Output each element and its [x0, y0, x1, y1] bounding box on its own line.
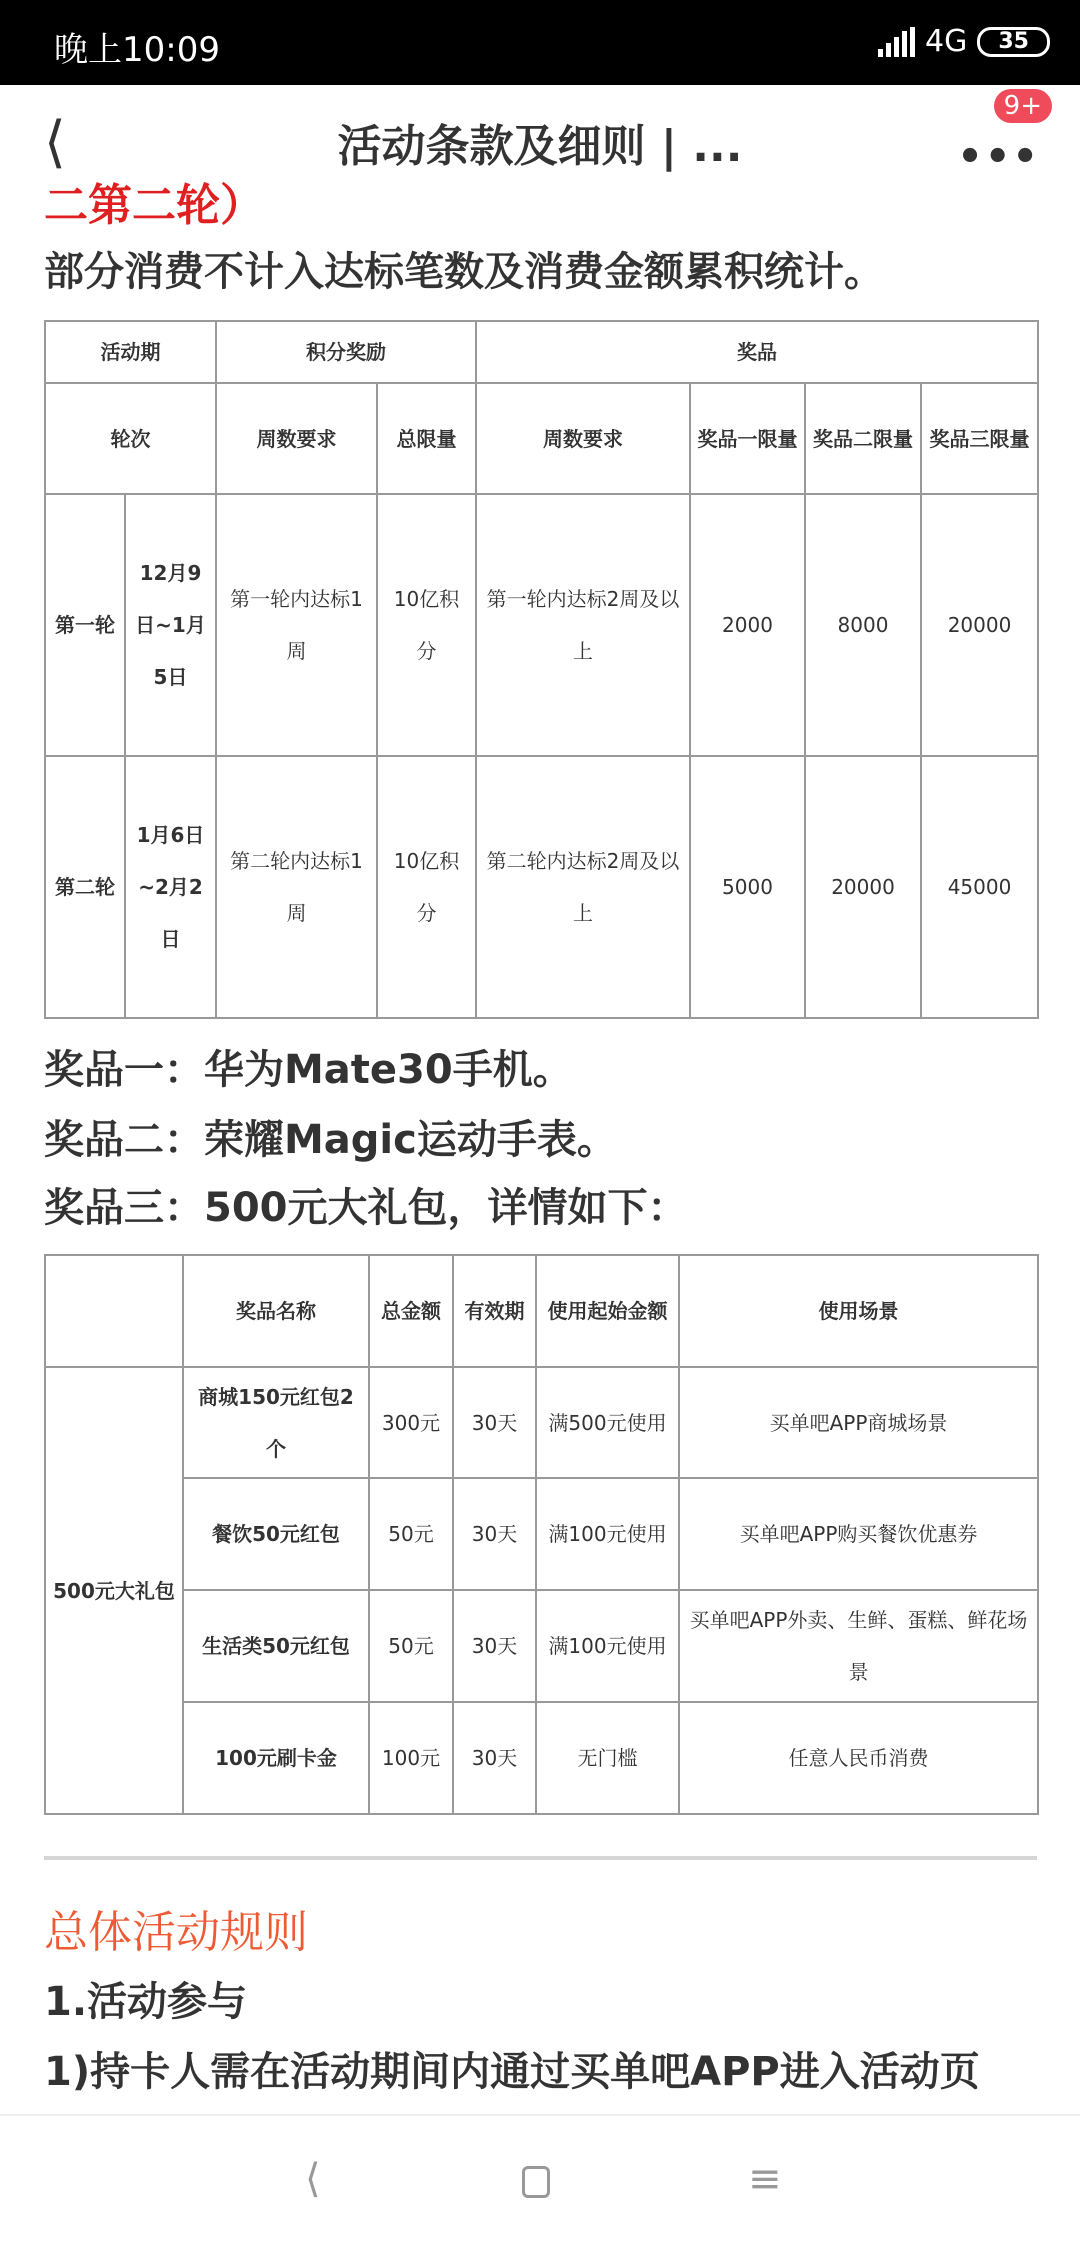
package-cell: 500元大礼包 — [45, 1367, 183, 1814]
cell: 20000 — [921, 494, 1038, 756]
prize-line-2: 奖品二：荣耀Magic运动手表。 — [44, 1117, 617, 1163]
cell: 30天 — [453, 1590, 536, 1702]
header-cell: 活动期 — [45, 321, 216, 383]
round-cell: 第一轮 — [45, 494, 125, 756]
header-cell: 奖品二限量 — [805, 383, 921, 494]
table-row — [45, 1478, 1038, 1590]
cell: 第一轮内达标1周 — [216, 494, 377, 756]
cell: 餐饮50元红包 — [183, 1478, 369, 1590]
cell: 无门槛 — [536, 1702, 679, 1814]
cell: 20000 — [805, 756, 921, 1018]
cell: 100元刷卡金 — [183, 1702, 369, 1814]
network-type: 4G — [925, 24, 968, 59]
cell: 30天 — [453, 1702, 536, 1814]
cell: 100元 — [369, 1702, 453, 1814]
header-cell: 奖品 — [476, 321, 1038, 383]
header-cell: 使用起始金额 — [536, 1255, 679, 1367]
rule-text: 1)持卡人需在活动期间内通过买单吧APP进入活动页 — [44, 2049, 980, 2095]
cell: 10亿积分 — [377, 756, 476, 1018]
table-row — [45, 494, 1038, 756]
more-menu-icon[interactable]: ••• — [957, 134, 1040, 180]
cell: 生活类50元红包 — [183, 1590, 369, 1702]
signal-icon — [878, 27, 915, 57]
table-row — [45, 1367, 1038, 1478]
cell: 满100元使用 — [536, 1590, 679, 1702]
cell: 50元 — [369, 1478, 453, 1590]
page-title: 活动条款及细则 | ... — [337, 121, 743, 172]
cell: 商城150元红包2个 — [183, 1367, 369, 1478]
system-nav-bar — [0, 2114, 1080, 2244]
divider — [44, 1856, 1037, 1860]
table-row — [45, 1702, 1038, 1814]
cell: 买单吧APP商城场景 — [679, 1367, 1038, 1478]
dates-cell: 1月6日~2月2日 — [125, 756, 216, 1018]
prize-line-3: 奖品三：500元大礼包，详情如下： — [44, 1185, 688, 1231]
cell: 第一轮内达标2周及以上 — [476, 494, 690, 756]
battery-icon: 35 — [977, 27, 1050, 57]
section-title: 总体活动规则 — [44, 1907, 308, 1958]
cell: 300元 — [369, 1367, 453, 1478]
cell: 满500元使用 — [536, 1367, 679, 1478]
header-cell: 周数要求 — [216, 383, 377, 494]
cell: 30天 — [453, 1367, 536, 1478]
nav-home-icon[interactable] — [522, 2166, 550, 2198]
cell: 满100元使用 — [536, 1478, 679, 1590]
header-cell: 总金额 — [369, 1255, 453, 1367]
gift-package-table — [44, 1254, 1039, 1815]
empty-cell — [45, 1255, 183, 1367]
cell: 买单吧APP购买餐饮优惠券 — [679, 1478, 1038, 1590]
header-cell: 轮次 — [45, 383, 216, 494]
table-row — [45, 756, 1038, 1018]
cell: 45000 — [921, 756, 1038, 1018]
cell: 买单吧APP外卖、生鲜、蛋糕、鲜花场景 — [679, 1590, 1038, 1702]
header-cell: 有效期 — [453, 1255, 536, 1367]
cell: 第二轮内达标2周及以上 — [476, 756, 690, 1018]
header-cell: 周数要求 — [476, 383, 690, 494]
nav-menu-icon[interactable]: ≡ — [748, 2156, 782, 2202]
header-cell: 使用场景 — [679, 1255, 1038, 1367]
header-cell: 总限量 — [377, 383, 476, 494]
rule-heading: 1.活动参与 — [44, 1979, 248, 2025]
cell: 第二轮内达标1周 — [216, 756, 377, 1018]
dates-cell: 12月9日~1月5日 — [125, 494, 216, 756]
rounds-table — [44, 320, 1039, 1019]
cell: 5000 — [690, 756, 805, 1018]
intro-text: 部分消费不计入达标笔数及消费金额累积统计。 — [44, 249, 884, 295]
table-row — [45, 1590, 1038, 1702]
header-cell: 奖品三限量 — [921, 383, 1038, 494]
cell: 10亿积分 — [377, 494, 476, 756]
partial-heading: 二第二轮） — [44, 180, 264, 231]
status-bar — [0, 0, 1080, 85]
status-time: 晚上10:09 — [54, 30, 220, 70]
back-button[interactable]: ⟨ — [44, 110, 66, 175]
header-cell: 积分奖励 — [216, 321, 476, 383]
prize-line-1: 奖品一：华为Mate30手机。 — [44, 1047, 573, 1093]
cell: 8000 — [805, 494, 921, 756]
header-cell: 奖品一限量 — [690, 383, 805, 494]
cell: 2000 — [690, 494, 805, 756]
cell: 30天 — [453, 1478, 536, 1590]
nav-back-icon[interactable]: ⟨ — [305, 2156, 321, 2202]
header-cell: 奖品名称 — [183, 1255, 369, 1367]
cell: 50元 — [369, 1590, 453, 1702]
cell: 任意人民币消费 — [679, 1702, 1038, 1814]
round-cell: 第二轮 — [45, 756, 125, 1018]
notification-badge: 9+ — [994, 89, 1052, 123]
